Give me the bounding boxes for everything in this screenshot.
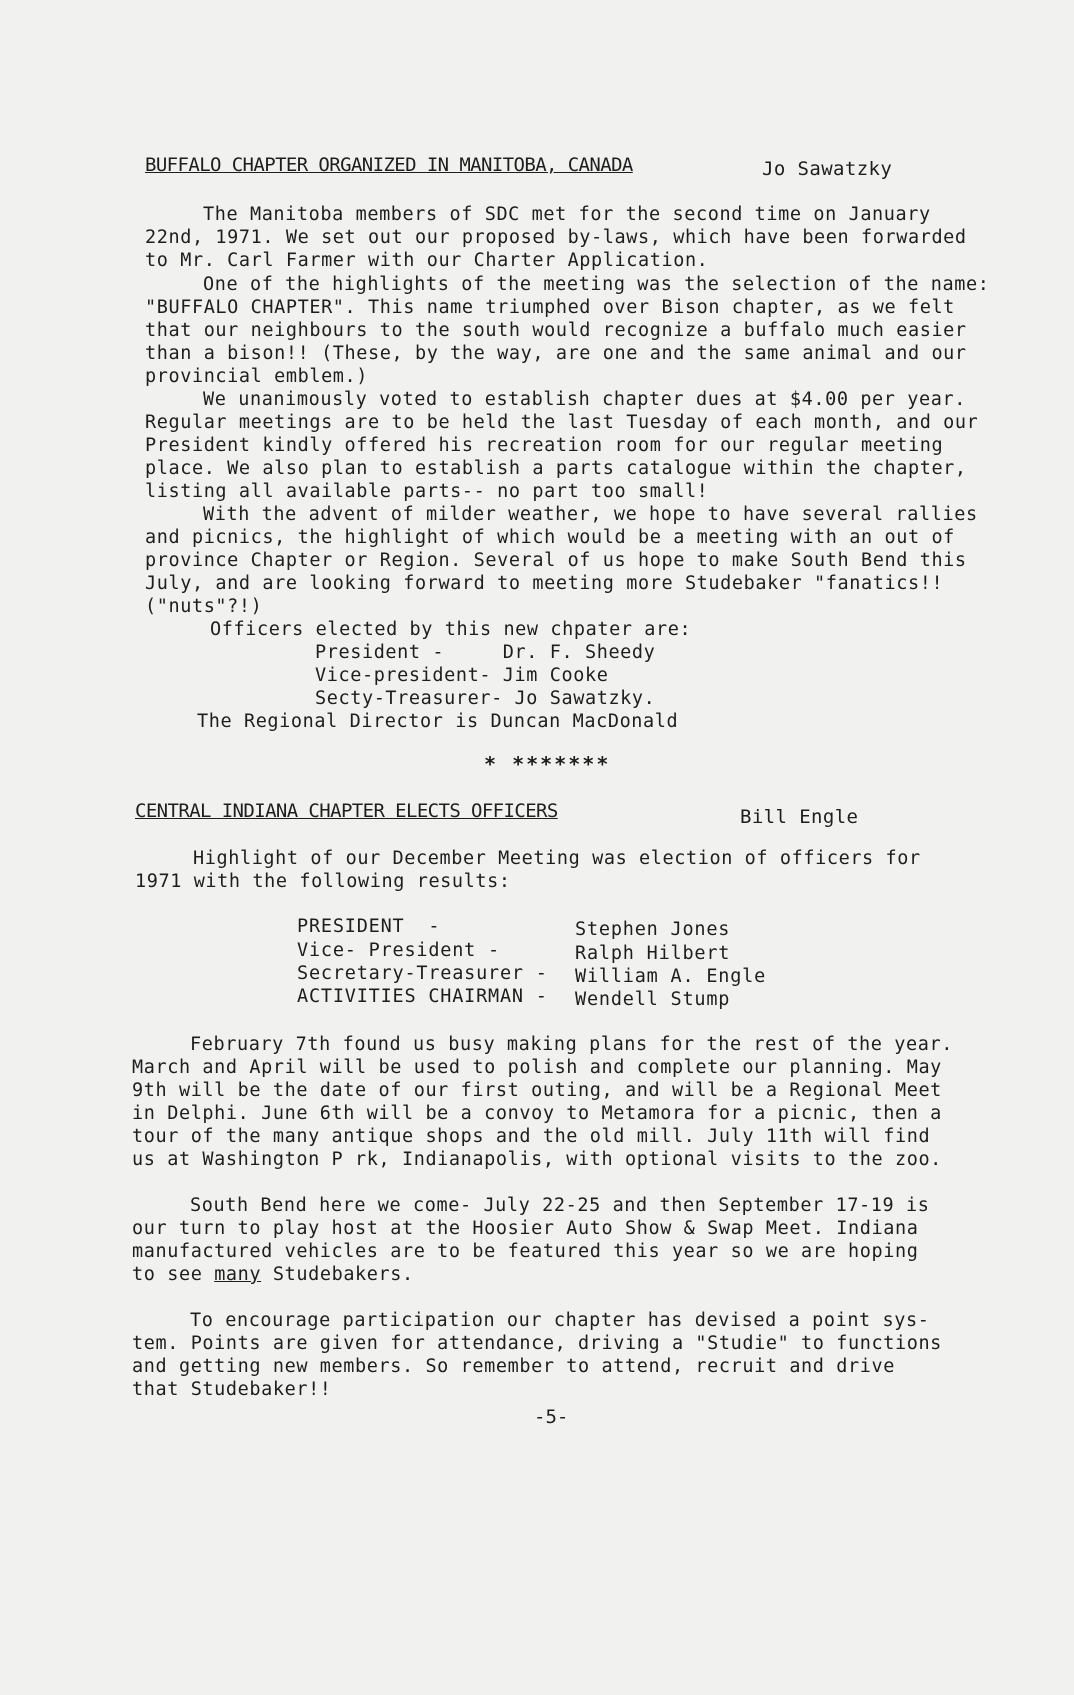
officer-role: PRESIDENT - — [297, 916, 441, 937]
article1-line: President kindly offered his recreation room for our regular meeting — [145, 435, 944, 456]
officer-name: Ralph Hilbert — [575, 943, 731, 964]
article1-line: "BUFFALO CHAPTER". This name triumphed over Bison chapter, as we felt — [145, 297, 955, 318]
officer-name: Stephen Jones — [575, 919, 731, 940]
article2-para1-line: March and April will be used to polish and complete our planning. May — [132, 1057, 942, 1078]
officer-name: William A. Engle — [575, 966, 767, 987]
article1-line: provincial emblem.) — [145, 366, 369, 387]
article1-line: to Mr. Carl Farmer with our Charter Application. — [145, 250, 709, 271]
article1-line: We unanimously voted to establish chapter dues at $4.00 per year. — [203, 389, 966, 410]
article2-intro-line: Highlight of our December Meeting was election of officers for — [193, 848, 921, 869]
article1-line: With the advent of milder weather, we hope to have several rallies — [203, 504, 978, 525]
article1-line: Regular meetings are to be held the last Tuesday of each month, and our — [145, 412, 979, 433]
article2-para1-line: 9th will be the date of our first outing, and will be a Regional Meet — [132, 1080, 942, 1101]
article1-line: The Regional Director is Duncan MacDonald — [197, 711, 679, 732]
article2-intro-line: 1971 with the following results: — [135, 871, 511, 892]
article1-line: place. We also plan to establish a parts catalogue within the chapter, — [145, 458, 967, 479]
article2-para2-line: South Bend here we come- July 22-25 and then September 17-19 is — [190, 1195, 930, 1216]
officer-name: Wendell Stump — [575, 989, 731, 1010]
article1-line: than a bison!! (These, by the way, are one and the same animal and our — [145, 343, 967, 364]
article2-para3-line: To encourage participation our chapter has devised a point sys- — [190, 1310, 930, 1331]
article1-line: Officers elected by this new chpater are: — [210, 619, 692, 640]
officer-role: Vice- President - — [297, 940, 500, 961]
article2-para2-last-line — [132, 1264, 414, 1285]
article2-para1-line: tour of the many antique shops and the old mill. July 11th will find — [132, 1126, 931, 1147]
page-number: -5- — [534, 1406, 569, 1428]
article1-line: that our neighbours to the south would recognize a buffalo much easier — [145, 320, 967, 341]
article1-line: 22nd, 1971. We set out our proposed by-laws, which have been forwarded — [145, 227, 967, 248]
text-fragment: Studebakers. — [272, 1264, 414, 1285]
article1-heading: BUFFALO CHAPTER ORGANIZED IN MANITOBA, CANADA — [145, 154, 633, 176]
article2-para3-line: tem. Points are given for attendance, driving a "Studie" to functions — [132, 1333, 942, 1354]
article1-line: province Chapter or Region. Several of us hope to make South Bend this — [145, 550, 967, 571]
article2-para1-line: February 7th found us busy making plans for the rest of the year. — [190, 1034, 953, 1055]
article1-author: Jo Sawatzky — [762, 158, 893, 180]
article1-line: The Manitoba members of SDC met for the second time on January — [203, 204, 931, 225]
article2-author: Bill Engle — [740, 806, 859, 828]
officer-role: Secretary-Treasurer - — [297, 963, 548, 984]
article2-para1-line: in Delphi. June 6th will be a convoy to Metamora for a picnic, then a — [132, 1103, 942, 1124]
article1-officer-line: Secty-Treasurer- Jo Sawatzky. — [315, 688, 656, 709]
article1-line: listing all available parts-- no part too small! — [145, 481, 709, 502]
section-separator: * ******* — [484, 752, 611, 776]
article1-officer-line: Vice-president- Jim Cooke — [315, 665, 609, 686]
article2-para3-line: and getting new members. So remember to attend, recruit and drive — [132, 1356, 895, 1377]
article1-line: ("nuts"?!) — [145, 596, 263, 617]
article1-line: and picnics, the highlight of which would be a meeting with an out of — [145, 527, 955, 548]
article2-para3-line: that Studebaker!! — [132, 1379, 332, 1400]
article1-officer-line: President - Dr. F. Sheedy — [315, 642, 656, 663]
article2-para2-line: our turn to play host at the Hoosier Auto Show & Swap Meet. Indiana — [132, 1218, 919, 1239]
article2-para2-line: manufactured vehicles are to be featured this year so we are hoping — [132, 1241, 919, 1262]
underlined-word: many — [214, 1264, 262, 1285]
article1-line: One of the highlights of the meeting was the selection of the name: — [203, 274, 990, 295]
officer-role: ACTIVITIES CHAIRMAN - — [297, 986, 548, 1007]
article1-line: July, and are looking forward to meeting more Studebaker "fanatics!! — [145, 573, 944, 594]
article2-heading: CENTRAL INDIANA CHAPTER ELECTS OFFICERS — [135, 800, 558, 822]
article2-para1-line: us at Washington P rk, Indianapolis, with optional visits to the zoo. — [132, 1149, 942, 1170]
text-fragment: to see — [132, 1264, 203, 1285]
